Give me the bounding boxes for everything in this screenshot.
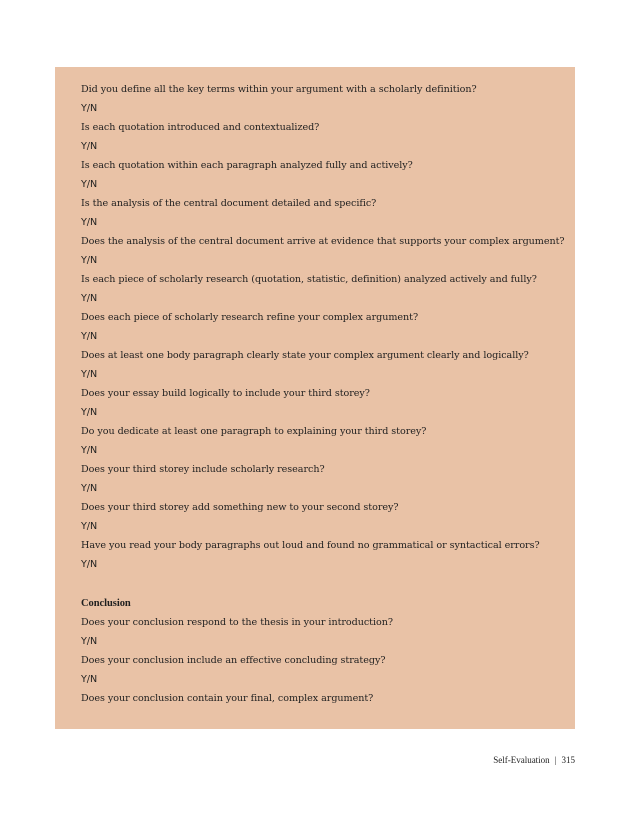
question-9: Does your essay build logically to include your third storey? [81, 388, 370, 399]
question-10: Do you dedicate at least one paragraph to explaining your third storey? [81, 426, 427, 437]
question-4: Is the analysis of the central document detailed and specific? [81, 198, 377, 209]
page-footer [493, 755, 575, 765]
answer-1: Y/N [81, 103, 98, 114]
answer-7: Y/N [81, 331, 98, 342]
question-11: Does your third storey include scholarly research? [81, 464, 325, 475]
question-1: Did you define all the key terms within your argument with a scholarly definition? [81, 84, 477, 95]
answer-6: Y/N [81, 293, 98, 304]
answer-5: Y/N [81, 255, 98, 266]
question-2: Is each quotation introduced and contextualized? [81, 122, 320, 133]
question-12: Does your third storey add something new to your second storey? [81, 502, 399, 513]
conclusion-answer-1: Y/N [81, 636, 98, 647]
answer-12: Y/N [81, 521, 98, 532]
question-6: Is each piece of scholarly research (quotation, statistic, definition) analyzed actively and fully? [81, 274, 537, 285]
conclusion-question-2: Does your conclusion include an effective concluding strategy? [81, 655, 386, 666]
footer-separator: | [554, 755, 557, 765]
question-8: Does at least one body paragraph clearly state your complex argument clearly and logically? [81, 350, 529, 361]
answer-13: Y/N [81, 559, 98, 570]
question-13: Have you read your body paragraphs out loud and found no grammatical or syntactical errors? [81, 540, 540, 551]
answer-10: Y/N [81, 445, 98, 456]
answer-2: Y/N [81, 141, 98, 152]
conclusion-question-3: Does your conclusion contain your final, complex argument? [81, 693, 374, 704]
answer-9: Y/N [81, 407, 98, 418]
answer-11: Y/N [81, 483, 98, 494]
question-5: Does the analysis of the central document arrive at evidence that supports your complex argument? [81, 236, 565, 247]
answer-3: Y/N [81, 179, 98, 190]
conclusion-heading: Conclusion [81, 598, 131, 609]
conclusion-answer-2: Y/N [81, 674, 98, 685]
answer-4: Y/N [81, 217, 98, 228]
conclusion-question-1: Does your conclusion respond to the thesis in your introduction? [81, 617, 393, 628]
page-number: 315 [561, 755, 575, 765]
footer-section-title: Self-Evaluation [493, 755, 550, 765]
answer-8: Y/N [81, 369, 98, 380]
question-7: Does each piece of scholarly research refine your complex argument? [81, 312, 419, 323]
question-3: Is each quotation within each paragraph analyzed fully and actively? [81, 160, 413, 171]
